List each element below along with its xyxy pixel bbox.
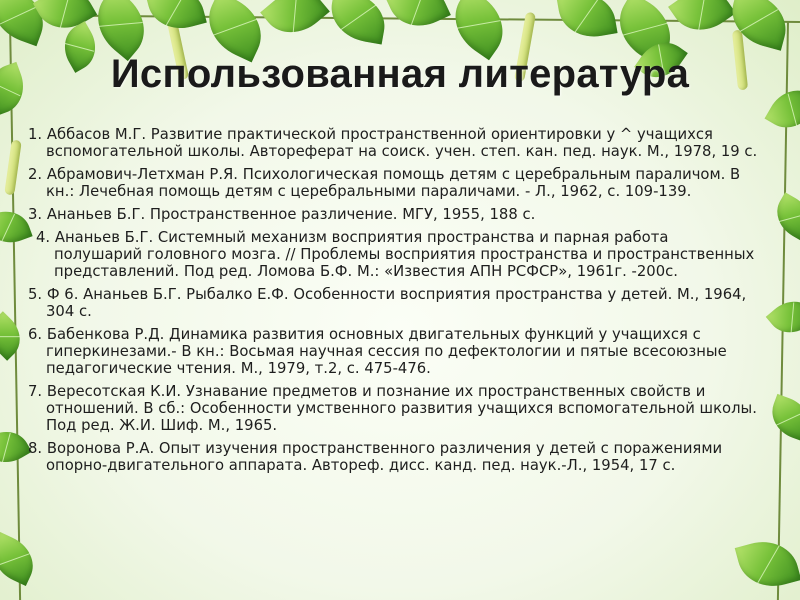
reference-text: Воронова Р.А. Опыт изучения пространственного различения у детей с поражениями опорно-двигательного аппарата. Автореф. дисс. канд. пед. наук.-Л., 1954, 17 с. [46, 440, 723, 474]
reference-text: Аббасов М.Г. Развитие практической пространственной ориентировки у ^ учащихся вспомогательной школы. Автореферат на соиск. учен. степ. кан. пед. наук. М., 1978, 19 с. [46, 126, 758, 160]
reference-item [28, 326, 758, 377]
reference-item [28, 383, 758, 434]
reference-text: Абрамович-Летхман Р.Я. Психологическая помощь детям с церебральным параличом. В кн.: Лечебная помощь детям с церебральными параличами. - Л., 1962, с. 109-139. [46, 166, 741, 200]
reference-item [28, 166, 758, 200]
reference-number: 8. [28, 440, 43, 457]
leaf-icon [735, 534, 800, 595]
reference-text: Ананьев Б.Г. Пространственное различение. МГУ, 1955, 188 с. [46, 206, 536, 223]
leaf-icon [260, 0, 330, 46]
reference-item [28, 206, 758, 223]
reference-text: Ананьев Б.Г. Системный механизм восприятия пространства и парная работа полушарий головного мозга. // Проблемы восприятия пространства и пространственных представлений. Под ред. Ломова Б.Ф. М.: «Известия АПН РСФСР», 1961г. -200с. [54, 229, 755, 280]
reference-number: 3. [28, 206, 43, 223]
reference-text: Бабенкова Р.Д. Динамика развития основных двигательных функций у учащихся с гиперкинезами.- В кн.: Восьмая научная сессия по дефектологии и пятые всесоюзные педагогические чтения. М., 1979, т.2, с. 475-476. [46, 326, 727, 377]
reference-item [28, 126, 758, 160]
reference-number: 7. [28, 383, 43, 400]
reference-item [28, 286, 758, 320]
reference-number: 2. [28, 166, 43, 183]
reference-number: 4. [36, 229, 51, 246]
leaf-icon [765, 394, 800, 442]
reference-item [28, 229, 758, 280]
leaf-icon [556, 0, 617, 42]
reference-text: Вересотская К.И. Узнавание предметов и познание их пространственных свойств и отношений. В сб.: Особенности умственного развития учащихся вспомогательной школы. Под ред. Ж.И. Шиф. М., 1965. [46, 383, 757, 434]
bean-pod-icon [4, 140, 22, 196]
reference-text: Ф 6. Ананьев Б.Г. Рыбалко Е.Ф. Особенности восприятия пространства у детей. М., 1964, 304 с. [46, 286, 747, 320]
reference-list [28, 126, 758, 480]
reference-number: 1. [28, 126, 43, 143]
reference-number: 6. [28, 326, 43, 343]
reference-item [28, 440, 758, 474]
leaf-icon [0, 532, 42, 586]
reference-number: 5. [28, 286, 43, 303]
page-title: Использованная литература [110, 52, 690, 96]
leaf-icon [326, 0, 389, 45]
